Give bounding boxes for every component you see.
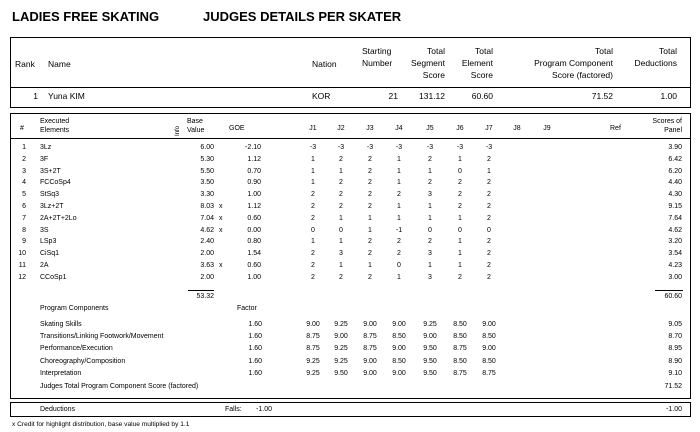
skater-segment-score: 131.12 — [419, 91, 445, 101]
element-number: 8 — [22, 226, 26, 234]
component-name: Choreography/Composition — [40, 357, 126, 365]
judge-mark: 2 — [487, 273, 491, 281]
judge-mark: 2 — [368, 203, 372, 210]
element-base-value: 5.30 — [200, 155, 214, 163]
highlight-mark: x — [219, 214, 223, 222]
component-judge-mark: 8.75 — [482, 369, 496, 377]
falls-value: -1.00 — [256, 406, 272, 413]
judge-mark: 2 — [311, 191, 315, 199]
judge-mark: 2 — [487, 262, 491, 269]
component-judge-mark: 8.50 — [392, 357, 406, 365]
judge-mark: 2 — [311, 262, 315, 269]
judge-mark: 1 — [397, 273, 401, 281]
component-judge-mark: 9.25 — [306, 369, 320, 377]
element-number: 3 — [22, 167, 26, 175]
judge-mark: 1 — [487, 167, 491, 175]
elements-score-total: 60.60 — [664, 293, 682, 300]
element-goe: 1.54 — [247, 250, 261, 258]
component-score: 8.70 — [668, 333, 682, 341]
element-base-value: 3.50 — [200, 179, 214, 187]
judge-mark: 0 — [458, 167, 462, 175]
judge-mark: 1 — [311, 179, 315, 187]
element-name: 2A+2T+2Lo — [40, 214, 77, 222]
judge-mark: 2 — [428, 179, 432, 187]
component-name: Skating Skills — [40, 321, 82, 328]
page-subtitle: JUDGES DETAILS PER SKATER — [203, 9, 402, 24]
judge-mark: -3 — [456, 144, 464, 151]
score-total-rule — [655, 290, 683, 291]
judge-mark: 2 — [458, 273, 462, 281]
element-score: 9.15 — [668, 203, 682, 210]
judge-mark: -1 — [395, 226, 403, 234]
element-score: 4.30 — [668, 191, 682, 199]
element-base-value: 2.00 — [200, 273, 214, 281]
component-judge-mark: 8.50 — [482, 357, 496, 365]
element-base-value: 5.50 — [200, 167, 214, 175]
element-goe: 0.80 — [247, 238, 261, 246]
element-goe: 1.12 — [247, 203, 261, 210]
element-goe: 1.00 — [247, 191, 261, 199]
judge-mark: 1 — [428, 203, 432, 210]
pcs-header-1: Total — [595, 46, 613, 56]
component-factor: 1.60 — [248, 345, 262, 353]
judge-mark: 2 — [458, 179, 462, 187]
component-score: 9.05 — [668, 321, 682, 328]
judge-mark: 2 — [487, 214, 491, 222]
judge-mark: 1 — [397, 179, 401, 187]
skater-nation: KOR — [312, 91, 331, 101]
component-judge-mark: 9.00 — [423, 333, 437, 341]
judge-mark: 1 — [458, 262, 462, 269]
element-score: 7.64 — [668, 214, 682, 222]
judge-mark: 1 — [428, 214, 432, 222]
judge-mark: 2 — [368, 167, 372, 175]
component-judge-mark: 9.00 — [392, 321, 406, 328]
element-header-1: Total — [475, 46, 493, 56]
judge-mark: 2 — [368, 155, 372, 163]
nation-header: Nation — [312, 59, 337, 69]
scores-header-2: Panel — [664, 127, 682, 134]
component-judge-mark: 9.50 — [423, 345, 437, 353]
element-number: 12 — [18, 273, 26, 281]
judge-mark: 2 — [339, 203, 343, 210]
judge-mark: 0 — [458, 226, 462, 234]
deductions-header-1: Total — [659, 46, 677, 56]
element-number: 6 — [22, 203, 26, 210]
judge-mark: 1 — [311, 238, 315, 246]
component-judge-mark: 8.50 — [453, 321, 467, 328]
page-title: LADIES FREE SKATING — [12, 9, 160, 24]
element-name: CCoSp1 — [40, 273, 67, 281]
footnote: x Credit for highlight distribution, base value multiplied by 1.1 — [12, 421, 190, 428]
segment-header-1: Total — [427, 46, 445, 56]
executed-header-1: Executed — [40, 118, 70, 125]
element-goe: 0.70 — [247, 167, 261, 175]
summary-header-rule — [10, 87, 691, 88]
component-judge-mark: 9.50 — [423, 369, 437, 377]
judge-mark: 2 — [311, 250, 315, 258]
judge-mark: 0 — [397, 262, 401, 269]
deductions-label: Deductions — [40, 406, 76, 413]
judge-mark: 3 — [428, 191, 432, 199]
judge-mark: 1 — [368, 262, 372, 269]
element-name: 3Lz — [40, 144, 52, 151]
element-goe: 0.00 — [247, 226, 261, 234]
judge-header-7: J7 — [485, 125, 493, 132]
element-name: 3F — [40, 155, 49, 163]
judge-mark: 1 — [368, 214, 372, 222]
elements-header-rule — [10, 138, 691, 139]
rank-header: Rank — [15, 59, 35, 69]
element-score: 6.42 — [668, 155, 682, 163]
judge-mark: 2 — [339, 179, 343, 187]
judge-mark: 1 — [458, 214, 462, 222]
judge-mark: 1 — [311, 167, 315, 175]
num-header: # — [20, 125, 24, 132]
component-judge-mark: 8.50 — [453, 357, 467, 365]
element-number: 7 — [22, 214, 26, 222]
component-judge-mark: 9.25 — [334, 345, 348, 353]
element-header-3: Score — [470, 70, 493, 80]
component-judge-mark: 8.50 — [482, 333, 496, 341]
judge-mark: 1 — [428, 262, 432, 269]
base-total: 53.32 — [196, 293, 214, 300]
component-name: Performance/Execution — [40, 345, 113, 353]
element-base-value: 7.04 — [200, 214, 214, 222]
component-judge-mark: 9.25 — [334, 357, 348, 365]
ref-header: Ref — [610, 125, 621, 132]
element-name: LSp3 — [40, 238, 57, 246]
number-header: Number — [362, 58, 393, 68]
judge-mark: -3 — [366, 144, 374, 151]
component-judge-mark: 8.75 — [363, 333, 377, 341]
judge-mark: 1 — [428, 167, 432, 175]
component-factor: 1.60 — [248, 357, 262, 365]
element-score: 3.00 — [668, 273, 682, 281]
judge-header-1: J1 — [309, 125, 317, 132]
element-number: 2 — [22, 155, 26, 163]
judge-mark: 3 — [428, 273, 432, 281]
element-number: 11 — [18, 262, 26, 269]
component-judge-mark: 9.50 — [334, 369, 348, 377]
judge-header-3: J3 — [366, 125, 374, 132]
judge-mark: 2 — [487, 155, 491, 163]
judge-header-2: J2 — [337, 125, 345, 132]
factor-header: Factor — [237, 305, 257, 312]
highlight-mark: x — [219, 203, 223, 210]
judge-mark: -3 — [426, 144, 434, 151]
judge-header-6: J6 — [456, 125, 464, 132]
component-judge-mark: 9.00 — [392, 345, 406, 353]
element-score: 4.62 — [668, 226, 682, 234]
element-score: 4.23 — [668, 262, 682, 269]
judge-mark: 2 — [311, 214, 315, 222]
deductions-total: -1.00 — [666, 406, 682, 413]
judge-mark: 1 — [397, 214, 401, 222]
element-goe: -2.10 — [245, 144, 261, 151]
skater-name: Yuna KIM — [48, 91, 85, 101]
component-score: 9.10 — [668, 369, 682, 377]
element-number: 10 — [18, 250, 26, 258]
judge-header-9: J9 — [543, 125, 551, 132]
judge-mark: 2 — [339, 155, 343, 163]
element-goe: 0.60 — [247, 262, 261, 269]
element-name: 3S+2T — [40, 167, 61, 175]
component-judge-mark: 8.50 — [453, 333, 467, 341]
judge-mark: 1 — [311, 155, 315, 163]
highlight-mark: x — [219, 226, 223, 234]
judge-mark: 2 — [487, 203, 491, 210]
component-name: Transitions/Linking Footwork/Movement — [40, 333, 164, 341]
executed-header-2: Elements — [40, 127, 70, 134]
element-number: 4 — [22, 179, 26, 187]
component-score: 8.90 — [668, 357, 682, 365]
judge-mark: 1 — [458, 155, 462, 163]
judge-mark: 2 — [397, 191, 401, 199]
judge-header-4: J4 — [395, 125, 403, 132]
element-header-2: Element — [461, 58, 493, 68]
element-score: 6.20 — [668, 167, 682, 175]
highlight-mark: x — [219, 262, 223, 269]
element-base-value: 4.62 — [200, 226, 214, 234]
element-goe: 1.00 — [247, 273, 261, 281]
judge-mark: 2 — [428, 155, 432, 163]
judge-header-5: J5 — [426, 125, 434, 132]
element-score: 3.90 — [668, 144, 682, 151]
judge-mark: 2 — [368, 191, 372, 199]
base-header-1: Base — [187, 118, 203, 125]
judge-mark: 2 — [397, 250, 401, 258]
element-name: StSq3 — [40, 191, 60, 199]
component-judge-mark: 9.25 — [306, 357, 320, 365]
component-score: 8.95 — [668, 345, 682, 353]
judge-mark: 2 — [487, 238, 491, 246]
pcs-total-score: 71.52 — [664, 383, 682, 390]
component-judge-mark: 8.75 — [453, 369, 467, 377]
element-score: 4.40 — [668, 179, 682, 187]
segment-header-2: Segment — [410, 58, 445, 68]
falls-label: Falls: — [225, 406, 242, 413]
judge-mark: 2 — [339, 273, 343, 281]
judge-mark: 3 — [339, 250, 343, 258]
component-judge-mark: 9.00 — [363, 321, 377, 328]
component-judge-mark: 9.00 — [334, 333, 348, 341]
judge-mark: 2 — [368, 250, 372, 258]
judge-header-8: J8 — [513, 125, 521, 132]
judge-mark: 2 — [428, 238, 432, 246]
component-judge-mark: 9.25 — [423, 321, 437, 328]
element-base-value: 2.00 — [200, 250, 214, 258]
element-number: 9 — [22, 238, 26, 246]
judge-mark: 1 — [339, 214, 343, 222]
component-factor: 1.60 — [248, 321, 262, 328]
judge-mark: 1 — [458, 238, 462, 246]
judge-mark: 2 — [368, 179, 372, 187]
element-goe: 0.60 — [247, 214, 261, 222]
component-judge-mark: 9.00 — [392, 369, 406, 377]
judge-mark: 1 — [397, 155, 401, 163]
component-judge-mark: 9.00 — [482, 321, 496, 328]
scores-header-1: Scores of — [652, 118, 682, 125]
judge-mark: 1 — [339, 262, 343, 269]
skater-pcs: 71.52 — [591, 91, 613, 101]
judge-mark: 2 — [368, 238, 372, 246]
judge-mark: -3 — [485, 144, 493, 151]
element-score: 3.54 — [668, 250, 682, 258]
judge-mark: 1 — [397, 203, 401, 210]
judge-mark: 2 — [458, 191, 462, 199]
element-name: 3S — [40, 226, 49, 234]
element-name: FCCoSp4 — [40, 179, 71, 187]
judge-mark: 2 — [368, 273, 372, 281]
component-judge-mark: 9.00 — [306, 321, 320, 328]
pcs-header-3: Score (factored) — [552, 70, 613, 80]
deductions-header-2: Deductions — [634, 58, 677, 68]
element-number: 5 — [22, 191, 26, 199]
element-score: 3.20 — [668, 238, 682, 246]
element-goe: 1.12 — [247, 155, 261, 163]
skater-rank: 1 — [33, 91, 38, 101]
element-name: 3Lz+2T — [40, 203, 64, 210]
judge-mark: -3 — [309, 144, 317, 151]
component-judge-mark: 8.75 — [363, 345, 377, 353]
starting-header: Starting — [362, 46, 392, 56]
info-header: Info — [175, 125, 181, 136]
pcs-header-2: Program Component — [534, 58, 613, 68]
base-header-2: Value — [187, 127, 205, 134]
judge-mark: 2 — [397, 238, 401, 246]
pcs-total-label: Judges Total Program Component Score (factored) — [40, 383, 199, 390]
judge-mark: -3 — [395, 144, 403, 151]
judge-mark: 1 — [368, 226, 372, 234]
segment-header-3: Score — [422, 70, 445, 80]
element-base-value: 6.00 — [200, 144, 214, 151]
component-judge-mark: 8.75 — [306, 333, 320, 341]
components-header: Program Components — [40, 305, 109, 312]
component-judge-mark: 9.00 — [482, 345, 496, 353]
judge-mark: 2 — [311, 273, 315, 281]
element-number: 1 — [22, 144, 26, 151]
component-judge-mark: 9.00 — [363, 369, 377, 377]
base-total-rule — [188, 290, 214, 291]
element-base-value: 2.40 — [200, 238, 214, 246]
judge-mark: 0 — [311, 226, 315, 234]
component-judge-mark: 8.50 — [392, 333, 406, 341]
element-goe: 0.90 — [247, 179, 261, 187]
element-name: 2A — [40, 262, 49, 269]
component-judge-mark: 8.75 — [306, 345, 320, 353]
judge-mark: 0 — [487, 226, 491, 234]
judge-mark: 2 — [339, 191, 343, 199]
name-header: Name — [48, 59, 71, 69]
judge-mark: 1 — [339, 167, 343, 175]
deductions-box — [10, 402, 691, 417]
judge-mark: 0 — [339, 226, 343, 234]
component-factor: 1.60 — [248, 369, 262, 377]
component-judge-mark: 9.00 — [363, 357, 377, 365]
element-base-value: 8.03 — [200, 203, 214, 210]
goe-header: GOE — [229, 125, 245, 132]
judge-mark: 2 — [458, 203, 462, 210]
element-base-value: 3.63 — [200, 262, 214, 269]
judge-mark: 1 — [397, 167, 401, 175]
skater-deductions: 1.00 — [660, 91, 677, 101]
judge-mark: 2 — [311, 203, 315, 210]
judge-mark: 2 — [487, 191, 491, 199]
component-judge-mark: 9.50 — [423, 357, 437, 365]
judge-mark: 2 — [487, 250, 491, 258]
judge-mark: 0 — [428, 226, 432, 234]
component-judge-mark: 8.75 — [453, 345, 467, 353]
component-factor: 1.60 — [248, 333, 262, 341]
judge-mark: -3 — [337, 144, 345, 151]
skater-starting-number: 21 — [388, 91, 398, 101]
component-name: Interpretation — [40, 369, 82, 377]
judge-mark: 2 — [487, 179, 491, 187]
judge-mark: 1 — [339, 238, 343, 246]
skater-element-score: 60.60 — [471, 91, 493, 101]
judge-mark: 1 — [458, 250, 462, 258]
component-judge-mark: 9.25 — [334, 321, 348, 328]
judge-mark: 3 — [428, 250, 432, 258]
element-name: CiSq1 — [40, 250, 60, 258]
element-base-value: 3.30 — [200, 191, 214, 199]
